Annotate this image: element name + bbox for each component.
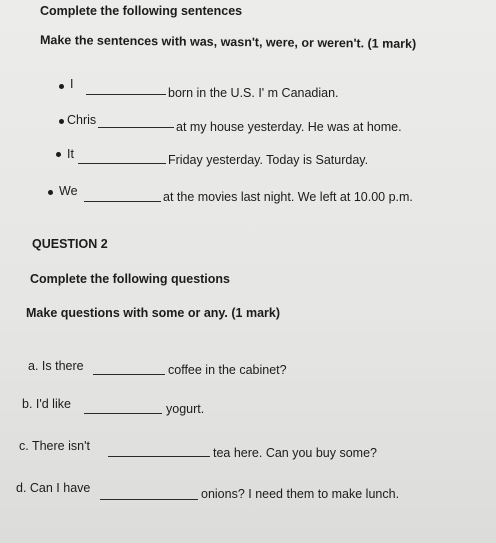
sentence-end: born in the U.S. I' m Canadian. bbox=[168, 86, 339, 100]
question-title: QUESTION 2 bbox=[32, 237, 108, 251]
question-end: coffee in the cabinet? bbox=[168, 363, 287, 377]
answer-blank[interactable] bbox=[86, 94, 166, 95]
sentence-end: at my house yesterday. He was at home. bbox=[176, 120, 402, 134]
answer-blank[interactable] bbox=[84, 413, 162, 414]
answer-blank[interactable] bbox=[93, 374, 165, 375]
section2-instruction: Make questions with some or any. (1 mark) bbox=[26, 306, 281, 320]
section2-heading: Complete the following questions bbox=[30, 272, 230, 286]
answer-blank[interactable] bbox=[98, 127, 174, 128]
sentence-start: I bbox=[70, 77, 74, 91]
section1-heading: Complete the following sentences bbox=[40, 4, 243, 18]
bullet bbox=[56, 152, 61, 157]
answer-blank[interactable] bbox=[78, 163, 166, 164]
question-start: a. Is there bbox=[28, 359, 84, 373]
sentence-start: It bbox=[67, 147, 74, 161]
bullet bbox=[48, 190, 53, 195]
question-end: yogurt. bbox=[166, 402, 205, 416]
sentence-start: Chris bbox=[67, 113, 97, 127]
answer-blank[interactable] bbox=[84, 201, 161, 202]
answer-blank[interactable] bbox=[100, 499, 198, 500]
bullet bbox=[59, 84, 64, 89]
sentence-start: We bbox=[59, 184, 78, 198]
sentence-end: at the movies last night. We left at 10.00 p.m. bbox=[163, 190, 413, 204]
section1-instruction: Make the sentences with was, wasn't, were, or weren't. (1 mark) bbox=[39, 33, 417, 51]
sentence-end: Friday yesterday. Today is Saturday. bbox=[168, 153, 369, 167]
question-end: onions? I need them to make lunch. bbox=[201, 487, 400, 501]
question-end: tea here. Can you buy some? bbox=[213, 446, 377, 460]
question-start: d. Can I have bbox=[16, 481, 91, 495]
question-start: b. I'd like bbox=[22, 397, 71, 411]
bullet bbox=[59, 119, 64, 124]
question-start: c. There isn't bbox=[19, 439, 90, 453]
answer-blank[interactable] bbox=[108, 456, 210, 457]
